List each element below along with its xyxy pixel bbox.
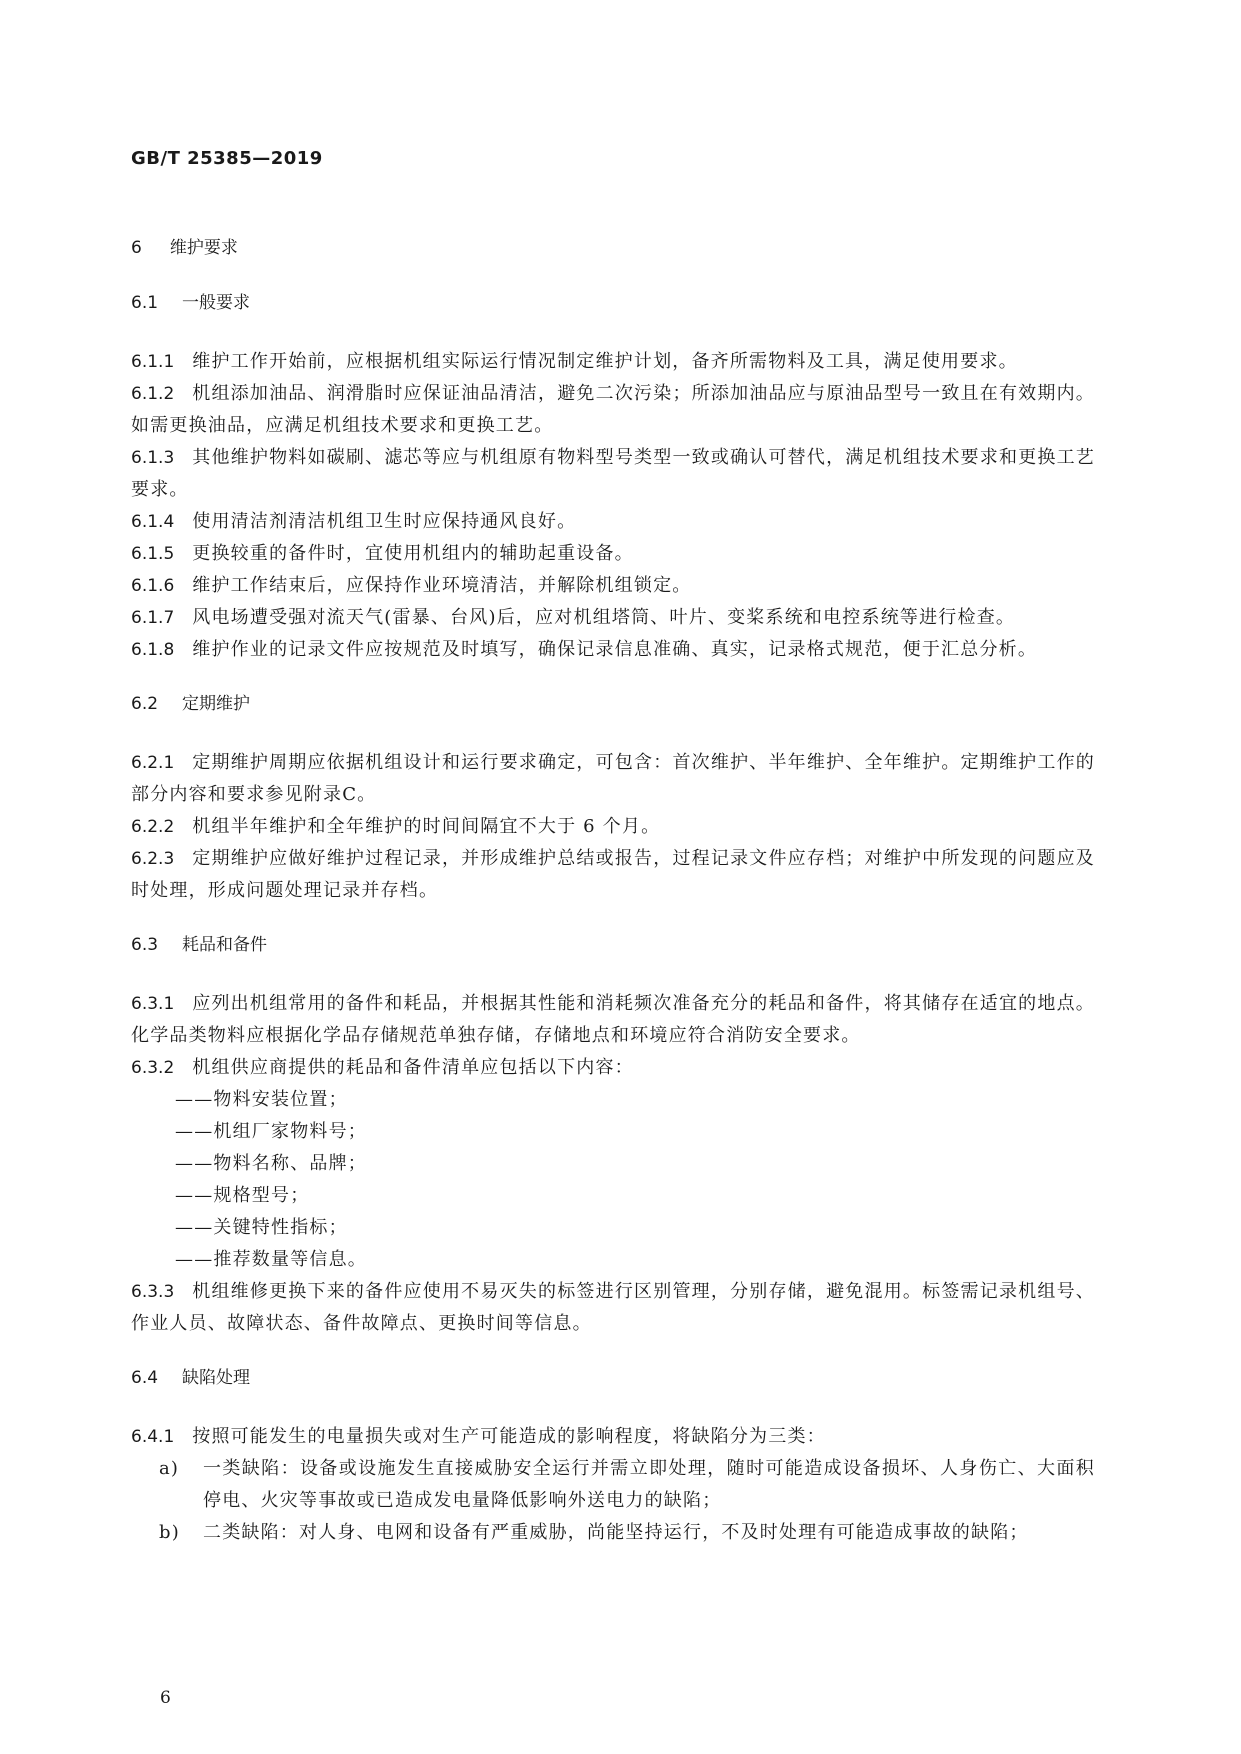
item-label: a) — [159, 1458, 180, 1479]
clause-6-1-1 — [131, 346, 1095, 378]
item-text: 二类缺陷：对人身、电网和设备有严重威胁，尚能坚持运行，不及时处理有可能造成事故的缺陷； — [203, 1522, 1029, 1543]
clause-6-2-1 — [131, 747, 1095, 811]
clause-text: 维护工作开始前，应根据机组实际运行情况制定维护计划，备齐所需物料及工具，满足使用要求。 — [192, 351, 1018, 372]
defect-class-item — [131, 1517, 1095, 1549]
section-6-1-body — [131, 346, 1095, 666]
clause-number: 6.1.2 — [131, 384, 175, 404]
clause-text: 更换较重的备件时，宜使用机组内的辅助起重设备。 — [192, 543, 634, 564]
list-item: ——规格型号； — [175, 1185, 310, 1206]
clause-text: 机组添加油品、润滑脂时应保证油品清洁，避免二次污染；所添加油品应与原油品型号一致且在有效期内。如需更换油品，应满足机组技术要求和更换工艺。 — [131, 383, 1095, 436]
clause-number: 6.3.2 — [131, 1058, 175, 1078]
clause-number: 6.4.1 — [131, 1427, 175, 1447]
section-6-3-heading — [131, 933, 1095, 957]
clause-text: 应列出机组常用的备件和耗品，并根据其性能和消耗频次准备充分的耗品和备件，将其储存在适宜的地点。化学品类物料应根据化学品存储规范单独存储，存储地点和环境应符合消防安全要求。 — [131, 993, 1095, 1046]
clause-text: 机组维修更换下来的备件应使用不易灭失的标签进行区别管理，分别存储，避免混用。标签需记录机组号、作业人员、故障状态、备件故障点、更换时间等信息。 — [131, 1281, 1095, 1334]
clause-number: 6.2.3 — [131, 849, 175, 869]
section-number: 6.4 — [131, 1368, 159, 1388]
clause-6-2-3 — [131, 843, 1095, 907]
clause-number: 6.1.7 — [131, 608, 175, 628]
section-title: 维护要求 — [169, 238, 238, 258]
clause-6-3-2 — [131, 1052, 1095, 1084]
section-title: 定期维护 — [182, 694, 251, 714]
clause-6-4-1 — [131, 1421, 1095, 1453]
section-number: 6.3 — [131, 935, 159, 955]
section-6-1-heading — [131, 291, 1095, 315]
list-item: ——关键特性指标； — [175, 1217, 348, 1238]
section-6-2-heading — [131, 692, 1095, 716]
clause-number: 6.1.1 — [131, 352, 175, 372]
clause-6-3-3 — [131, 1276, 1095, 1340]
section-6-4-heading — [131, 1366, 1095, 1390]
clause-text: 其他维护物料如碳刷、滤芯等应与机组原有物料型号类型一致或确认可替代，满足机组技术要求和更换工艺要求。 — [131, 447, 1095, 500]
section-6-4-body — [131, 1421, 1095, 1549]
clause-number: 6.3.3 — [131, 1282, 175, 1302]
section-number: 6 — [131, 238, 142, 258]
clause-6-3-1 — [131, 988, 1095, 1052]
clause-6-1-2 — [131, 378, 1095, 442]
clause-text: 机组半年维护和全年维护的时间间隔宜不大于 6 个月。 — [192, 816, 661, 837]
clause-6-1-8 — [131, 634, 1095, 666]
section-number: 6.2 — [131, 694, 159, 714]
section-number: 6.1 — [131, 293, 159, 313]
item-label: b) — [159, 1522, 180, 1543]
page-number: 6 — [160, 1688, 171, 1708]
clause-text: 维护作业的记录文件应按规范及时填写，确保记录信息准确、真实，记录格式规范，便于汇总分析。 — [192, 639, 1038, 660]
clause-6-1-6 — [131, 570, 1095, 602]
clause-6-1-5 — [131, 538, 1095, 570]
clause-number: 6.1.3 — [131, 448, 175, 468]
clause-6-1-4 — [131, 506, 1095, 538]
section-6-2-body — [131, 747, 1095, 907]
clause-text: 机组供应商提供的耗品和备件清单应包括以下内容： — [192, 1057, 634, 1078]
document-body — [131, 236, 1095, 1549]
clause-text: 按照可能发生的电量损失或对生产可能造成的影响程度，将缺陷分为三类： — [192, 1426, 826, 1447]
section-title: 一般要求 — [182, 293, 251, 313]
clause-number: 6.2.2 — [131, 817, 175, 837]
clause-text: 维护工作结束后，应保持作业环境清洁，并解除机组锁定。 — [192, 575, 692, 596]
section-title: 缺陷处理 — [182, 1368, 251, 1388]
list-item: ——推荐数量等信息。 — [175, 1249, 367, 1270]
clause-number: 6.1.4 — [131, 512, 175, 532]
standard-code-header: GB/T 25385—2019 — [131, 148, 323, 169]
section-6-heading — [131, 236, 1095, 260]
clause-text: 定期维护应做好维护过程记录，并形成维护总结或报告，过程记录文件应存档；对维护中所发现的问题应及时处理，形成问题处理记录并存档。 — [131, 848, 1095, 901]
clause-6-1-3 — [131, 442, 1095, 506]
clause-6-1-7 — [131, 602, 1095, 634]
clause-number: 6.3.1 — [131, 994, 175, 1014]
item-text: 一类缺陷：设备或设施发生直接威胁安全运行并需立即处理，随时可能造成设备损坏、人身伤亡、大面积停电、火灾等事故或已造成发电量降低影响外送电力的缺陷； — [203, 1458, 1095, 1511]
clause-number: 6.1.5 — [131, 544, 175, 564]
section-title: 耗品和备件 — [182, 935, 268, 955]
clause-number: 6.1.8 — [131, 640, 175, 660]
clause-number: 6.2.1 — [131, 753, 175, 773]
list-item: ——物料安装位置； — [175, 1089, 348, 1110]
section-6-3-body — [131, 988, 1095, 1340]
list-item: ——物料名称、品牌； — [175, 1153, 367, 1174]
list-item: ——机组厂家物料号； — [175, 1121, 367, 1142]
clause-text: 定期维护周期应依据机组设计和运行要求确定，可包含：首次维护、半年维护、全年维护。定期维护工作的部分内容和要求参见附录C。 — [131, 752, 1095, 805]
clause-number: 6.1.6 — [131, 576, 175, 596]
clause-6-2-2 — [131, 811, 1095, 843]
clause-text: 使用清洁剂清洁机组卫生时应保持通风良好。 — [192, 511, 577, 532]
clause-text: 风电场遭受强对流天气(雷暴、台风)后，应对机组塔筒、叶片、变桨系统和电控系统等进行检查。 — [192, 607, 1016, 628]
defect-class-item — [131, 1453, 1095, 1517]
